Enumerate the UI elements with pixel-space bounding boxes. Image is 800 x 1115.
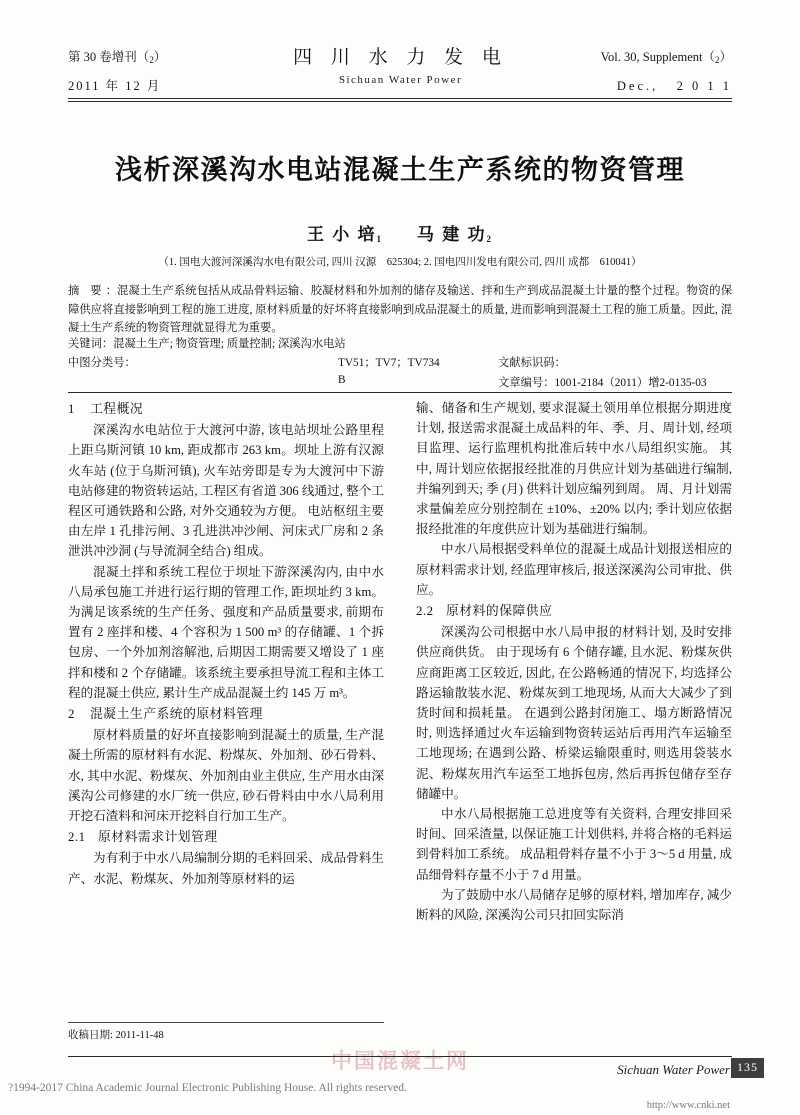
- abstract-text: ：混凝土生产系统包括从成品骨料运输、胶凝材料和外加剂的储存及输送、拌和生产到成品混凝土计量的整个过程。物资的保障供应将直接影响到工程的施工进度, 原材料质量的好坏将直接影响到成品混凝土的质量, 进而影响到混凝土工程的施工质量。因此, 混凝土生产系统的物资管理就显得尤为重要。: [68, 285, 732, 334]
- received-date: 收稿日期: 2011-11-48: [68, 1030, 164, 1041]
- paragraph-2: 混凝土拌和系统工程位于坝址下游深溪沟内, 由中水八局承包施工并进行运行期的管理工作, 距坝址约 3 km。为满足该系统的生产任务、强度和产品质量要求, 前期布置有 2 座拌和楼、4 个容积为 1 500 m³ 的存储罐、1 个拆包房、一个外加剂溶解池, 后期因工期需要又增设了 1 座拌和楼和 2 个存储罐。该系统主要承担导流工程和主体工程的混凝土供应, 累计生产成品混凝土约 145 万 m³。: [68, 564, 384, 700]
- paragraph-4: 为有利于中水八局编制分期的毛料回采、成品骨料生产、水泥、粉煤灰、外加剂等原材料的运: [68, 851, 384, 886]
- footer-journal-name: Sichuan Water Power: [617, 1062, 730, 1077]
- affiliation: （1. 国电大渡河深溪沟水电有限公司, 四川 汉源 625304; 2. 国电四川发电有限公司, 四川 成都 610041）: [158, 257, 642, 268]
- masthead-rule-top: [68, 98, 732, 99]
- masthead-left: [68, 44, 258, 99]
- header-rule: [68, 392, 732, 393]
- cnki-url: http://www.cnki.net: [646, 1100, 730, 1111]
- keywords: [68, 335, 732, 353]
- classification-row: [68, 354, 732, 372]
- masthead: [68, 44, 732, 99]
- paragraph-3: 原材料质量的好坏直接影响到混凝土的质量, 生产混凝土所需的原材料有水泥、粉煤灰、外加剂、砂石骨料、水, 其中水泥、粉煤灰、外加剂由业主供应, 生产用水由深溪沟公司修建的水厂统一供应, 砂石骨料由中水八局利用开挖石渣料和河床开挖料自行加工生产。: [68, 728, 384, 824]
- date-en: Dec., 2 0 1 1: [616, 79, 732, 93]
- doc-code-label: 文献标识码：: [498, 357, 566, 369]
- keywords-label: 关键词: [68, 338, 102, 350]
- article-id-row: [68, 374, 732, 392]
- issue-date: 2011 年 12 月: [68, 79, 162, 93]
- paragraph-r2: 中水八局根据受料单位的混凝土成品计划报送相应的原材料需求计划, 经监理审核后, 报送深溪沟公司审批、供应。: [416, 542, 732, 597]
- section-heading-2-2: 2.2 原材料的保障供应: [416, 604, 553, 619]
- footer-rule-left: [68, 1022, 384, 1023]
- article-id: 文章编号：1001-2184（2011）增2-0135-03: [498, 377, 707, 389]
- watermark: 中国混凝土网: [331, 1049, 469, 1073]
- paragraph-r3: 深溪沟公司根据中水八局申报的材料计划, 及时安排供应商供货。 由于现场有 6 个储存罐, 且水泥、粉煤灰供应商距离工区较近, 因此, 在公路畅通的情况下, 均选择公路运输散装水泥、粉煤灰到工地现场, 从而大大减少了到货时间和损耗量。 在遇到公路封闭施工、塌方断路情况时, 则选择通过火车运输到物资转运站后再用汽车运输至工地现场; 在遇到公路、桥梁运输限重时, 则选用袋装水泥、粉煤灰用汽车运至工地拆包房, 然后再拆包储存至存储罐中。: [416, 625, 732, 801]
- author-2-sup: 2: [486, 234, 493, 244]
- masthead-right: [532, 44, 732, 99]
- paragraph-1: 深溪沟水电站位于大渡河中游, 该电站坝址公路里程上距乌斯河镇 10 km, 距成都市 263 km。坝址上游有汉源火车站 (位于乌斯河镇), 火车站旁即是专为大渡河中下游电站修建的物资转运站, 工程区有省道 306 线通过, 整个工程区可通铁路和公路, 对外交通较为方便。 电站枢纽主要由左岸 1 孔排污闸、3 孔进洪冲沙闸、河床式厂房和 2 条泄洪冲沙洞 (与导流洞全结合) 组成。: [68, 423, 384, 559]
- masthead-rule-bottom: [68, 101, 732, 102]
- column-right: [416, 398, 732, 925]
- doc-code-value: B: [338, 374, 346, 386]
- section-heading-1: 1 工程概况: [68, 402, 144, 416]
- page-number: 135: [731, 1058, 764, 1078]
- masthead-center: [273, 42, 528, 86]
- journal-title-cn: 四 川 水 力 发 电: [293, 47, 508, 68]
- clc-label: 中图分类号：: [68, 357, 136, 369]
- footer-rule: [68, 1056, 732, 1057]
- paragraph-r5: 为了鼓励中水八局储存足够的原材料, 增加库存, 减少断料的风险, 深溪沟公司只扣回实际消: [416, 887, 732, 923]
- clc-value: TV51；TV7；TV734: [338, 357, 440, 369]
- author-list: [0, 220, 800, 245]
- column-left: [68, 398, 384, 889]
- paragraph-r4: 中水八局根据施工总进度等有关资料, 合理安排回采时间、回采渣量, 以保证施工计划供料, 并将合格的毛料运到骨料加工系统。 成品粗骨料存量不小于 3～5 d 用量, 成品细骨料存量不小于 7 d 用量。: [416, 807, 732, 882]
- volume-issue: 第 30 卷增刊$(_2)$: [68, 50, 167, 65]
- section-heading-2-1: 2.1 原材料需求计划管理: [68, 830, 218, 845]
- journal-title-en: Sichuan Water Power: [338, 74, 463, 86]
- keywords-text: ：混凝土生产; 物资管理; 质量控制; 深溪沟水电站: [101, 338, 346, 350]
- copyright-notice: ?1994-2017 China Academic Journal Electronic Publishing House. All rights reserved.: [8, 1082, 407, 1094]
- paragraph-r1: 输、储备和生产规划, 要求混凝土领用单位根据分期进度计划, 报送需求混凝土成品料的年、季、月、周计划, 经项目监理、运行监理机构批准后转中水八局组织实施。 其中, 周计划应依据报经批准的月供应计划为基础进行编制, 并编列到天; 季 (月) 供料计划应编列到周。 周、月计划需求量偏差应分别控制在 ±10%、±20% 以内; 季计划应依据报经批准的年度供应计划为基础进行编制。: [416, 401, 732, 537]
- volume-en: Vol. 30, $Supplement(_2)$: [600, 50, 732, 65]
- paper-title: 浅析深溪沟水电站混凝土生产系统的物资管理: [115, 155, 685, 185]
- abstract: [68, 282, 732, 338]
- author-1-sup: 1: [376, 234, 383, 244]
- author-2: 马 建 功: [417, 225, 487, 244]
- section-heading-2: 2 混凝土生产系统的原材料管理: [68, 707, 263, 722]
- author-1: 王 小 培: [307, 225, 377, 244]
- abstract-label: 摘 要: [68, 285, 106, 297]
